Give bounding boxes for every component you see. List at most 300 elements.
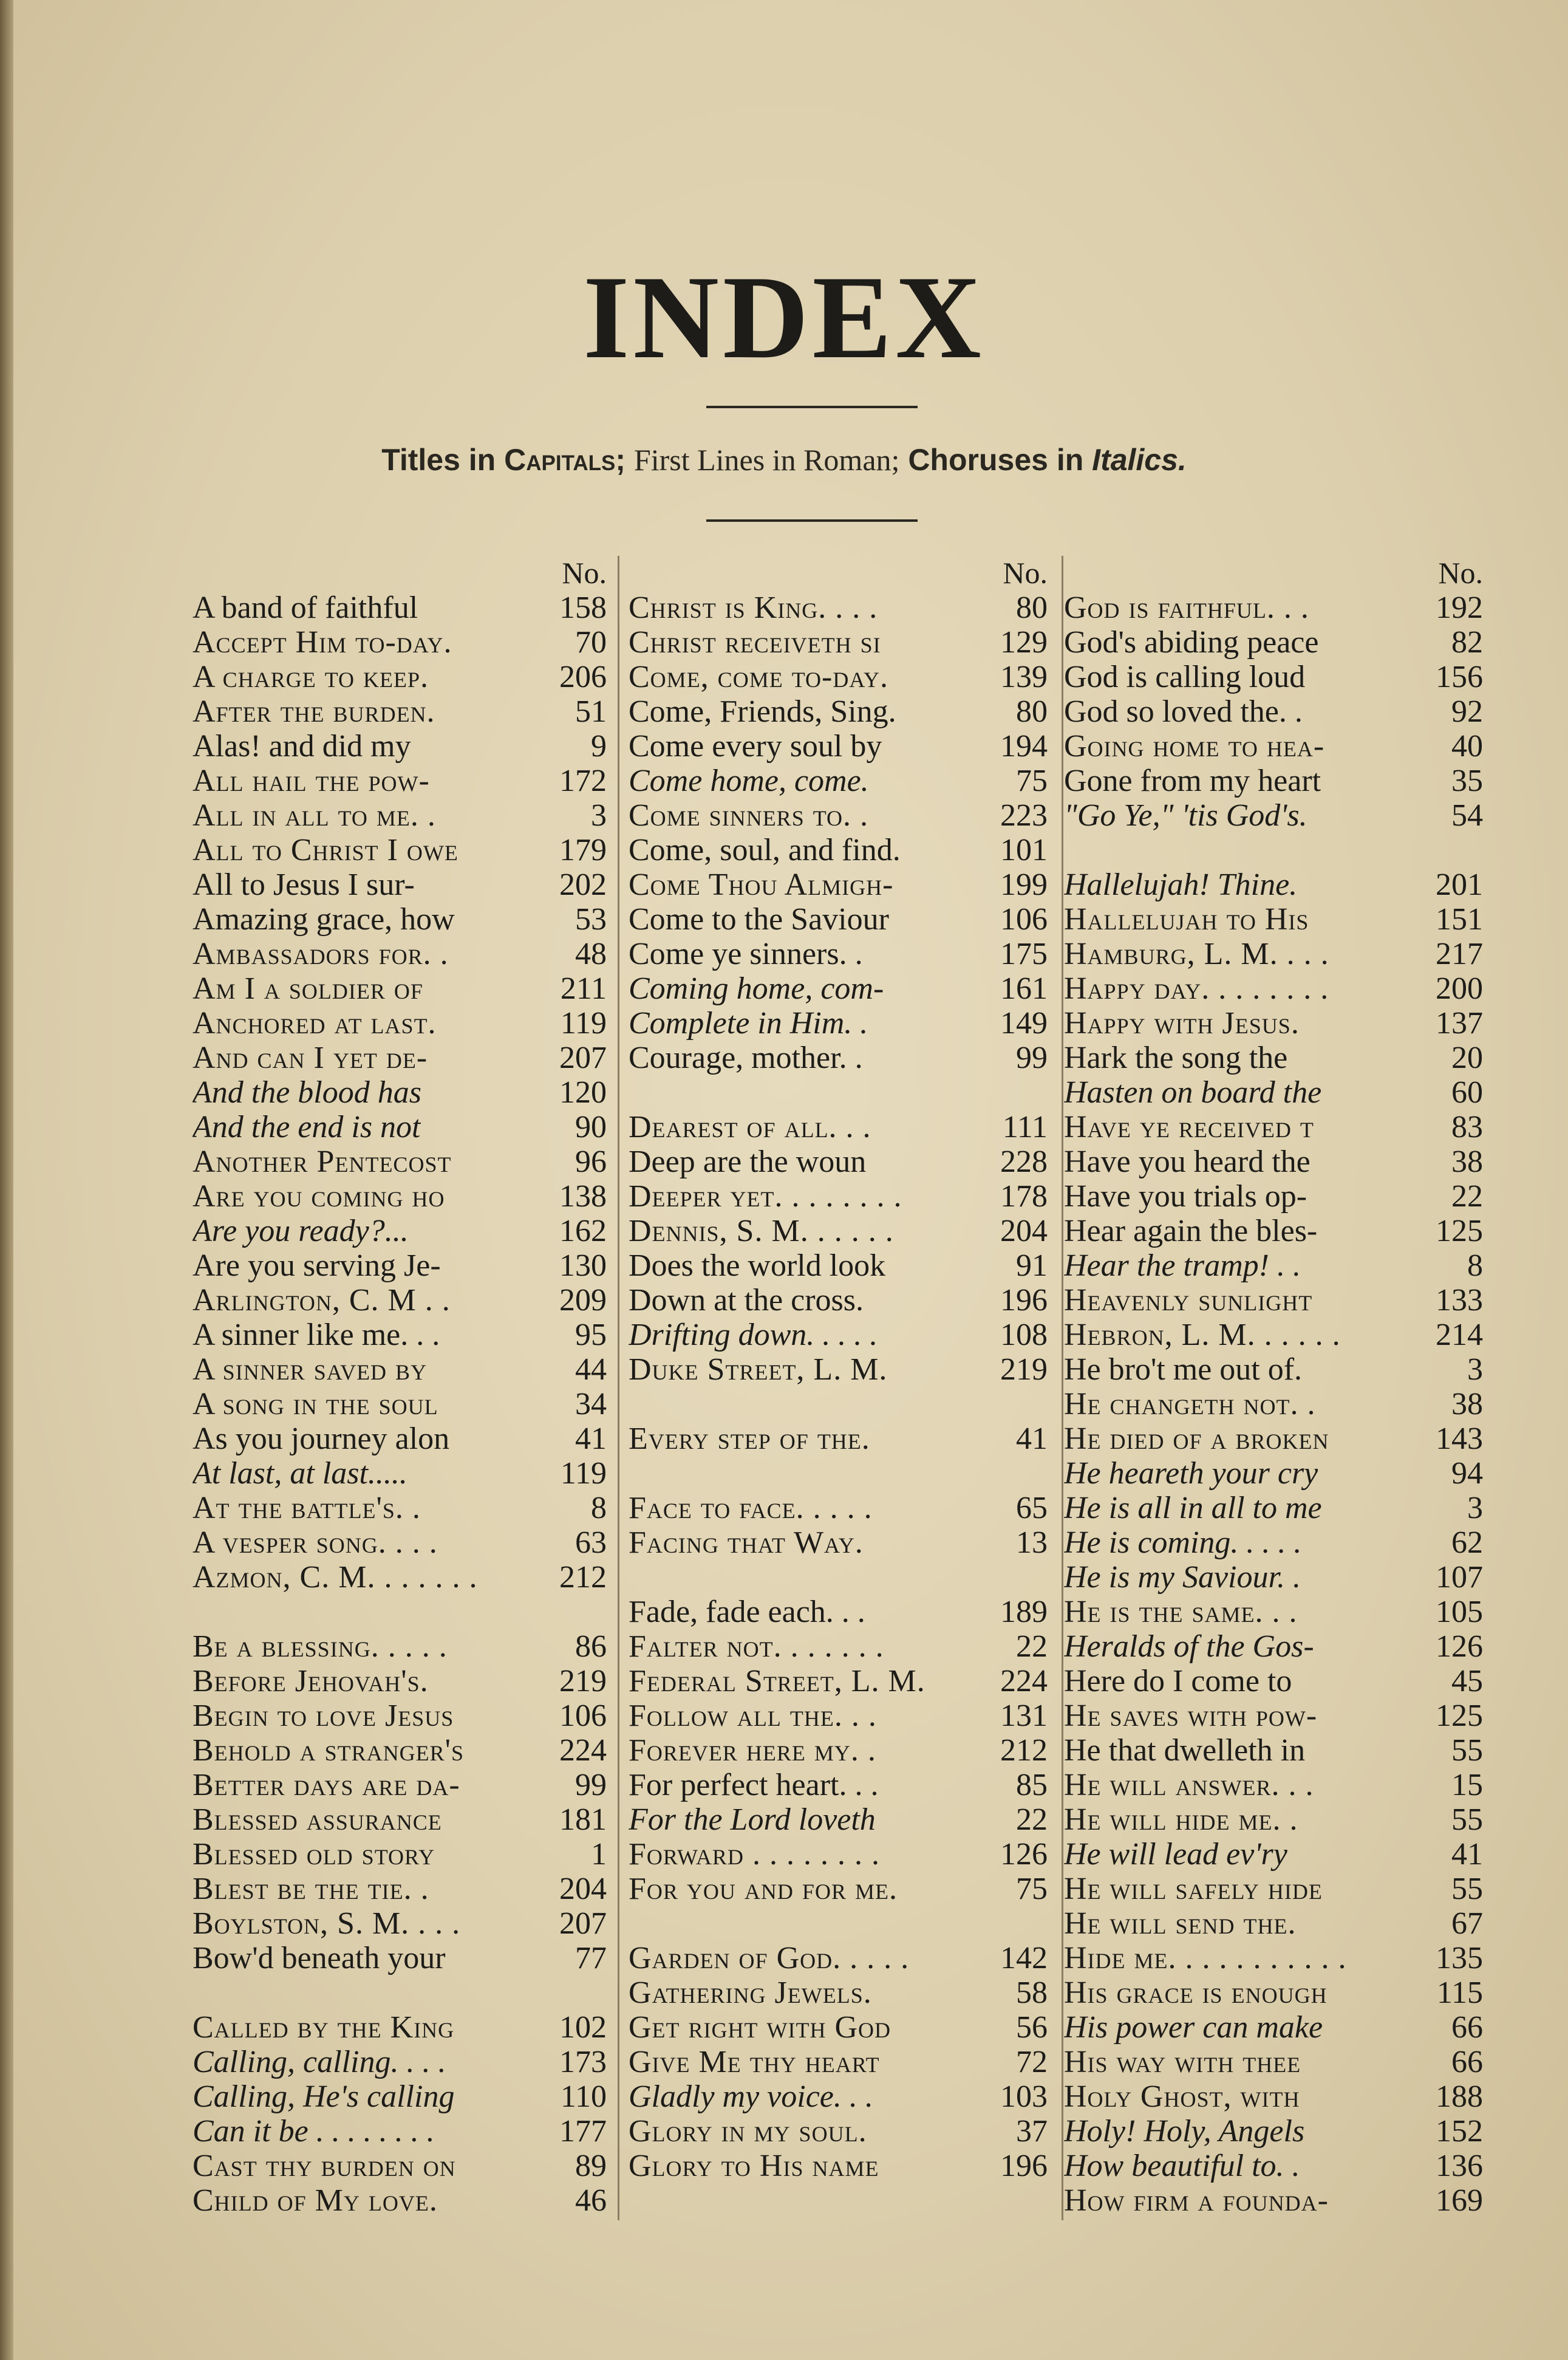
index-entry xyxy=(629,729,1048,764)
entry-number: 3 xyxy=(1467,1352,1483,1387)
index-entry xyxy=(629,1491,1048,1525)
entry-text: A band of faithful xyxy=(193,590,418,625)
entry-number: 3 xyxy=(1467,1491,1483,1525)
index-entry xyxy=(193,833,607,867)
index-entry xyxy=(1064,1837,1483,1872)
entry-number: 196 xyxy=(1000,2149,1048,2183)
entry-text: Deep are the woun xyxy=(629,1144,867,1179)
index-column-3 xyxy=(1064,556,1483,2232)
entry-number: 45 xyxy=(1451,1664,1483,1698)
entry-number: 173 xyxy=(559,2045,607,2079)
entry-text: "Go Ye," 'tis God's. xyxy=(1064,798,1307,833)
index-entry xyxy=(193,1006,607,1041)
index-entry xyxy=(193,1733,607,1768)
entry-number: 179 xyxy=(559,833,607,867)
index-entry xyxy=(629,1006,1048,1041)
entry-text: Blessed assurance xyxy=(193,1802,442,1837)
index-entry xyxy=(193,1456,607,1491)
entry-number: 103 xyxy=(1000,2079,1048,2114)
entry-text: Have you heard the xyxy=(1064,1144,1311,1179)
index-entry xyxy=(1064,1802,1483,1837)
index-entry xyxy=(629,1629,1048,1664)
entry-text: Deeper yet. . . . . . . . xyxy=(629,1179,902,1214)
index-entry xyxy=(629,867,1048,902)
entry-number: 83 xyxy=(1451,1110,1483,1144)
entry-number: 51 xyxy=(575,694,607,729)
entry-text: Courage, mother. . xyxy=(629,1041,863,1075)
entry-text: He is all in all to me xyxy=(1064,1491,1322,1525)
entry-text: A charge to keep. xyxy=(193,660,429,694)
index-entry xyxy=(193,1421,607,1456)
index-entry xyxy=(1064,1595,1483,1629)
entry-number: 13 xyxy=(1016,1525,1048,1560)
entry-number: 72 xyxy=(1016,2045,1048,2079)
index-entry xyxy=(1064,867,1483,902)
entry-number: 228 xyxy=(1000,1144,1048,1179)
index-entry xyxy=(1064,1421,1483,1456)
index-entry xyxy=(193,1560,607,1595)
entry-number: 80 xyxy=(1016,694,1048,729)
legend-choruses-word: Italics. xyxy=(1092,443,1187,477)
index-entry xyxy=(629,764,1048,798)
entry-text: Here do I come to xyxy=(1064,1664,1292,1698)
index-entry xyxy=(193,2183,607,2218)
entry-number: 115 xyxy=(1436,1975,1483,2010)
entry-text: Behold a stranger's xyxy=(193,1733,465,1768)
entry-text: Gone from my heart xyxy=(1064,764,1321,798)
index-entry xyxy=(193,1283,607,1318)
entry-number: 106 xyxy=(559,1698,607,1733)
entry-number: 149 xyxy=(1000,1006,1048,1041)
index-entry xyxy=(629,1525,1048,1560)
index-entry xyxy=(1064,1941,1483,1975)
entry-number: 137 xyxy=(1436,1006,1483,1041)
index-entry xyxy=(1064,2079,1483,2114)
entry-number: 77 xyxy=(575,1941,607,1975)
entry-text: Have you trials op- xyxy=(1064,1179,1307,1214)
entry-number: 125 xyxy=(1436,1698,1483,1733)
entry-text: Begin to love Jesus xyxy=(193,1698,454,1733)
index-entry xyxy=(629,2114,1048,2149)
entry-number: 8 xyxy=(1467,1248,1483,1283)
entry-text: His power can make xyxy=(1064,2010,1323,2045)
index-entry xyxy=(1064,902,1483,937)
entry-text: After the burden. xyxy=(193,694,435,729)
index-entry xyxy=(1064,1318,1483,1352)
entry-number: 126 xyxy=(1000,1837,1048,1872)
index-entry xyxy=(1064,1041,1483,1075)
entry-number: 55 xyxy=(1451,1872,1483,1906)
index-entry xyxy=(193,2045,607,2079)
index-entry xyxy=(629,937,1048,971)
entry-number: 15 xyxy=(1451,1768,1483,1802)
entry-number: 129 xyxy=(1000,625,1048,660)
index-entries xyxy=(629,590,1048,2183)
index-entry xyxy=(629,1802,1048,1837)
index-entry xyxy=(1064,1906,1483,1941)
index-entry xyxy=(629,1664,1048,1698)
entry-text: At the battle's. . xyxy=(193,1491,421,1525)
entry-text: Hallelujah! Thine. xyxy=(1064,867,1298,902)
index-entry xyxy=(193,1906,607,1941)
entry-number: 48 xyxy=(575,937,607,971)
index-entry xyxy=(193,1248,607,1283)
index-entry xyxy=(629,1595,1048,1629)
entry-number: 194 xyxy=(1000,729,1048,764)
entry-number: 63 xyxy=(575,1525,607,1560)
entry-number: 162 xyxy=(559,1214,607,1248)
entry-number: 91 xyxy=(1016,1248,1048,1283)
index-entry xyxy=(193,2149,607,2183)
index-entry xyxy=(1064,1456,1483,1491)
entry-text: Drifting down. . . . . xyxy=(629,1318,878,1352)
index-entry xyxy=(1064,1110,1483,1144)
entry-text: Blessed old story xyxy=(193,1837,435,1872)
index-entry xyxy=(1064,1698,1483,1733)
entry-text: Holy Ghost, with xyxy=(1064,2079,1300,2114)
index-entry xyxy=(1064,1491,1483,1525)
entry-text: Face to face. . . . . xyxy=(629,1491,873,1525)
entry-number: 200 xyxy=(1436,971,1483,1006)
entry-text: He will answer. . . xyxy=(1064,1768,1314,1802)
entry-text: Dearest of all. . . xyxy=(629,1110,871,1144)
entry-number: 38 xyxy=(1451,1144,1483,1179)
entry-text: For the Lord loveth xyxy=(629,1802,876,1837)
entry-number: 102 xyxy=(559,2010,607,2045)
index-entry xyxy=(629,694,1048,729)
index-entry xyxy=(193,1768,607,1802)
index-entry xyxy=(629,590,1048,625)
index-entry xyxy=(193,2079,607,2114)
entry-number: 212 xyxy=(559,1560,607,1595)
entry-number: 35 xyxy=(1451,764,1483,798)
index-entry xyxy=(1064,2114,1483,2149)
entry-number: 126 xyxy=(1436,1629,1483,1664)
entry-text: Am I a soldier of xyxy=(193,971,423,1006)
index-entry xyxy=(1064,1733,1483,1768)
legend-first-lines: First Lines in Roman; xyxy=(633,443,900,477)
index-entry xyxy=(629,1248,1048,1283)
legend-choruses-label: Choruses in xyxy=(908,443,1084,477)
entry-text: Hear the tramp! . . xyxy=(1064,1248,1301,1283)
index-entry xyxy=(1064,590,1483,625)
entry-number: 89 xyxy=(575,2149,607,2183)
entry-text: He saves with pow- xyxy=(1064,1698,1318,1733)
entry-text: A song in the soul xyxy=(193,1387,438,1421)
entry-number: 55 xyxy=(1451,1802,1483,1837)
entry-number: 99 xyxy=(1016,1041,1048,1075)
entry-text: Before Jehovah's. xyxy=(193,1664,429,1698)
entry-text: Hallelujah to His xyxy=(1064,902,1309,937)
entry-text: His grace is enough xyxy=(1064,1975,1328,2010)
entry-text: He will send the. xyxy=(1064,1906,1297,1941)
index-entry xyxy=(193,1214,607,1248)
entry-number: 219 xyxy=(1000,1352,1048,1387)
entry-text: Falter not. . . . . . . xyxy=(629,1629,884,1664)
entry-text: Anchored at last. xyxy=(193,1006,437,1041)
entry-number: 211 xyxy=(560,971,607,1006)
entry-number: 138 xyxy=(559,1179,607,1214)
entry-text: Down at the cross. xyxy=(629,1283,864,1318)
entry-text: Amazing grace, how xyxy=(193,902,455,937)
entry-number: 58 xyxy=(1016,1975,1048,2010)
entry-text: He changeth not. . xyxy=(1064,1387,1316,1421)
index-entry xyxy=(1064,1179,1483,1214)
index-entry xyxy=(193,1075,607,1110)
index-entry xyxy=(193,1179,607,1214)
entry-text: Gladly my voice. . . xyxy=(629,2079,873,2114)
entry-number: 46 xyxy=(575,2183,607,2218)
index-entry xyxy=(1064,1075,1483,1110)
index-entry xyxy=(1064,2010,1483,2045)
entry-number: 224 xyxy=(1000,1664,1048,1698)
entry-text: Follow all the. . . xyxy=(629,1698,877,1733)
entry-text: Glory to His name xyxy=(629,2149,879,2183)
entry-text: Federal Street, L. M. xyxy=(629,1664,925,1698)
entry-number: 60 xyxy=(1451,1075,1483,1110)
index-entry xyxy=(193,590,607,625)
entry-number: 44 xyxy=(575,1352,607,1387)
index-column-1 xyxy=(193,556,607,2232)
entry-text: Going home to hea- xyxy=(1064,729,1325,764)
index-entry xyxy=(1064,1214,1483,1248)
index-entry xyxy=(1064,1525,1483,1560)
index-entries xyxy=(1064,590,1483,2218)
entry-number: 133 xyxy=(1436,1283,1483,1318)
entry-number: 204 xyxy=(1000,1214,1048,1248)
index-entry xyxy=(193,660,607,694)
entry-number: 66 xyxy=(1451,2010,1483,2045)
index-entry xyxy=(193,1041,607,1075)
entry-text: God is faithful. . . xyxy=(1064,590,1309,625)
index-entry xyxy=(1064,1283,1483,1318)
index-entry xyxy=(1064,625,1483,660)
entry-text: How firm a founda- xyxy=(1064,2183,1329,2218)
entry-text: He is coming. . . . . xyxy=(1064,1525,1302,1560)
entry-number: 99 xyxy=(575,1768,607,1802)
entry-text: For perfect heart. . . xyxy=(629,1768,879,1802)
entry-text: Dennis, S. M. . . . . . xyxy=(629,1214,894,1248)
entry-text: Are you ready?... xyxy=(193,1214,409,1248)
entry-text: For you and for me. xyxy=(629,1872,898,1906)
entry-number: 94 xyxy=(1451,1456,1483,1491)
index-entry xyxy=(1064,1248,1483,1283)
entry-number: 142 xyxy=(1000,1941,1048,1975)
entry-text: And can I yet de- xyxy=(193,1041,428,1075)
entry-number: 90 xyxy=(575,1110,607,1144)
index-entry xyxy=(1064,798,1483,833)
entry-text: Come, Friends, Sing. xyxy=(629,694,896,729)
entry-text: Give Me thy heart xyxy=(629,2045,880,2079)
index-entry xyxy=(629,833,1048,867)
entry-text: Arlington, C. M . . xyxy=(193,1283,451,1318)
entry-text: Forward . . . . . . . . xyxy=(629,1837,880,1872)
entry-text: He that dwelleth in xyxy=(1064,1733,1306,1768)
index-entry xyxy=(1064,1768,1483,1802)
entry-text: And the blood has xyxy=(193,1075,421,1110)
entry-number: 201 xyxy=(1436,867,1483,902)
entry-number: 9 xyxy=(591,729,607,764)
index-entry xyxy=(1064,1872,1483,1906)
entry-number: 169 xyxy=(1436,2183,1483,2218)
entry-text: Called by the King xyxy=(193,2010,455,2045)
entry-text: Coming home, com- xyxy=(629,971,884,1006)
index-entry xyxy=(193,902,607,937)
entry-number: 8 xyxy=(591,1491,607,1525)
entry-number: 207 xyxy=(559,1041,607,1075)
index-entry xyxy=(629,1214,1048,1248)
index-entry xyxy=(193,1629,607,1664)
entry-number: 212 xyxy=(1000,1733,1048,1768)
entry-text: He heareth your cry xyxy=(1064,1456,1318,1491)
entry-number: 125 xyxy=(1436,1214,1483,1248)
entry-number: 209 xyxy=(559,1283,607,1318)
entry-number: 217 xyxy=(1436,937,1483,971)
entry-text: Come Thou Almigh- xyxy=(629,867,894,902)
entry-number: 110 xyxy=(560,2079,607,2114)
entry-number: 178 xyxy=(1000,1179,1048,1214)
entry-number: 119 xyxy=(560,1456,607,1491)
entry-text: He will hide me. . xyxy=(1064,1802,1298,1837)
entry-text: All in all to me. . xyxy=(193,798,436,833)
entry-text: Does the world look xyxy=(629,1248,886,1283)
entry-number: 22 xyxy=(1016,1629,1048,1664)
index-column-2 xyxy=(629,556,1048,2232)
entry-number: 70 xyxy=(575,625,607,660)
entry-text: Heavenly sunlight xyxy=(1064,1283,1313,1318)
entry-number: 172 xyxy=(559,764,607,798)
entry-number: 34 xyxy=(575,1387,607,1421)
entry-number: 219 xyxy=(559,1664,607,1698)
entry-text: Come, soul, and find. xyxy=(629,833,901,867)
entry-text: Azmon, C. M. . . . . . . xyxy=(193,1560,478,1595)
entry-number: 202 xyxy=(559,867,607,902)
entry-number: 177 xyxy=(559,2114,607,2149)
entry-text: Hark the song the xyxy=(1064,1041,1288,1075)
entry-number: 158 xyxy=(559,590,607,625)
entry-text: Another Pentecost xyxy=(193,1144,452,1179)
entry-text: Calling, calling. . . . xyxy=(193,2045,446,2079)
entry-text: Facing that Way. xyxy=(629,1525,864,1560)
entry-text: Can it be . . . . . . . . xyxy=(193,2114,435,2149)
entry-number: 75 xyxy=(1016,764,1048,798)
entry-text: Hebron, L. M. . . . . . xyxy=(1064,1318,1341,1352)
index-entry xyxy=(1064,971,1483,1006)
index-entry xyxy=(193,1525,607,1560)
entry-text: Gathering Jewels. xyxy=(629,1975,872,2010)
entry-text: Bow'd beneath your xyxy=(193,1941,446,1975)
index-entry xyxy=(193,867,607,902)
entry-text: Blest be the tie. . xyxy=(193,1872,429,1906)
index-entry xyxy=(193,1144,607,1179)
index-legend xyxy=(0,442,1568,477)
index-entry xyxy=(193,1110,607,1144)
entry-text: Calling, He's calling xyxy=(193,2079,455,2114)
entry-text: Christ receiveth si xyxy=(629,625,881,660)
entry-text: Boylston, S. M. . . . xyxy=(193,1906,461,1941)
index-entry xyxy=(629,1975,1048,2010)
entry-number: 207 xyxy=(559,1906,607,1941)
index-entry xyxy=(1064,729,1483,764)
entry-number: 189 xyxy=(1000,1595,1048,1629)
entry-text: He bro't me out of. xyxy=(1064,1352,1303,1387)
index-entry xyxy=(193,1352,607,1387)
index-entry xyxy=(1064,1006,1483,1041)
index-entry xyxy=(629,971,1048,1006)
index-entry xyxy=(1064,1975,1483,2010)
entry-text: He will lead ev'ry xyxy=(1064,1837,1287,1872)
entry-number: 120 xyxy=(559,1075,607,1110)
entry-number: 41 xyxy=(575,1421,607,1456)
entry-number: 20 xyxy=(1451,1041,1483,1075)
index-entry xyxy=(193,1664,607,1698)
entry-text: Hear again the bles- xyxy=(1064,1214,1318,1248)
entry-number: 106 xyxy=(1000,902,1048,937)
entry-text: Have ye received t xyxy=(1064,1110,1314,1144)
entry-number: 161 xyxy=(1000,971,1048,1006)
entry-number: 67 xyxy=(1451,1906,1483,1941)
index-entry xyxy=(1064,1144,1483,1179)
index-entry xyxy=(629,660,1048,694)
entry-number: 119 xyxy=(560,1006,607,1041)
index-entry xyxy=(629,2010,1048,2045)
entry-number: 62 xyxy=(1451,1525,1483,1560)
index-entry xyxy=(193,1698,607,1733)
entry-text: Come to the Saviour xyxy=(629,902,889,937)
entry-number: 206 xyxy=(559,660,607,694)
entry-number: 92 xyxy=(1451,694,1483,729)
index-entry xyxy=(1064,2183,1483,2218)
entry-number: 86 xyxy=(575,1629,607,1664)
entry-text: Fade, fade each. . . xyxy=(629,1595,865,1629)
entry-text: Heralds of the Gos- xyxy=(1064,1629,1314,1664)
index-entry xyxy=(193,2010,607,2045)
index-entry xyxy=(629,1698,1048,1733)
entry-text: He is the same. . . xyxy=(1064,1595,1298,1629)
entry-number: 55 xyxy=(1451,1733,1483,1768)
index-entry xyxy=(1064,2045,1483,2079)
legend-rule xyxy=(706,519,918,522)
index-entry xyxy=(629,1352,1048,1387)
index-entry xyxy=(1064,937,1483,971)
index-entry xyxy=(1064,1560,1483,1595)
entry-number: 139 xyxy=(1000,660,1048,694)
entry-text: He died of a broken xyxy=(1064,1421,1329,1456)
index-entry xyxy=(193,1491,607,1525)
index-entry xyxy=(629,1283,1048,1318)
entry-number: 181 xyxy=(559,1802,607,1837)
entry-text: Are you serving Je- xyxy=(193,1248,441,1283)
index-entry xyxy=(629,1872,1048,1906)
entry-text: Every step of the. xyxy=(629,1421,870,1456)
page-title: INDEX xyxy=(583,251,985,383)
entry-number: 37 xyxy=(1016,2114,1048,2149)
index-entry xyxy=(193,1941,607,1975)
entry-text: As you journey alon xyxy=(193,1421,450,1456)
title-rule xyxy=(706,406,918,408)
entry-text: Duke Street, L. M. xyxy=(629,1352,888,1387)
entry-text: Child of My love. xyxy=(193,2183,438,2218)
entry-text: Cast thy burden on xyxy=(193,2149,456,2183)
entry-text: All hail the pow- xyxy=(193,764,430,798)
index-entry xyxy=(1064,1664,1483,1698)
index-entry xyxy=(1064,660,1483,694)
entry-number: 96 xyxy=(575,1144,607,1179)
entry-text: A sinner like me. . . xyxy=(193,1318,440,1352)
entry-number: 151 xyxy=(1436,902,1483,937)
entry-number: 136 xyxy=(1436,2149,1483,2183)
entry-number: 143 xyxy=(1436,1421,1483,1456)
